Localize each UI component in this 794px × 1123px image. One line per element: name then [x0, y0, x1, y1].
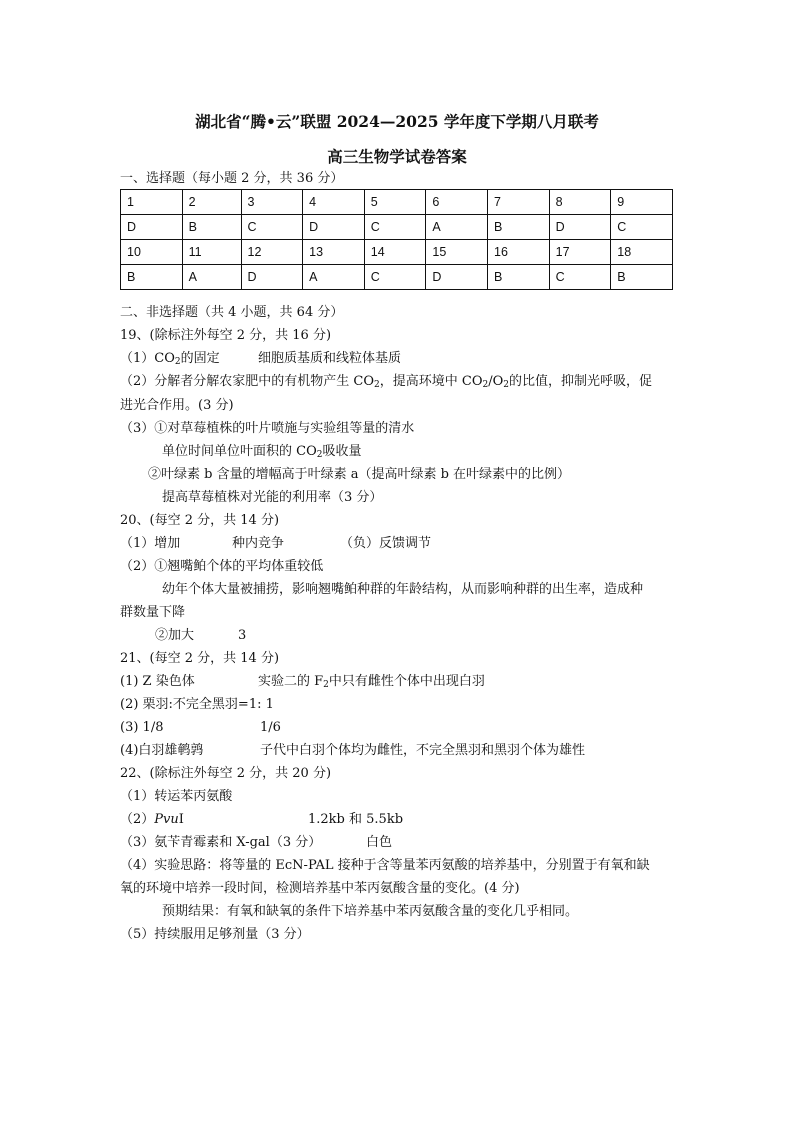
table-cell: 1 — [121, 190, 183, 215]
table-cell: D — [241, 265, 303, 290]
table-cell: C — [549, 265, 611, 290]
table-cell: A — [426, 215, 488, 240]
q21-2: (2) 栗羽:不完全黑羽=1: 1 — [120, 697, 274, 712]
table-row — [121, 240, 673, 265]
table-cell: 10 — [121, 240, 183, 265]
table-cell: 5 — [364, 190, 426, 215]
q22-2b: 1.2kb 和 5.5kb — [308, 812, 404, 827]
q22-2-pre: （2） — [120, 812, 155, 827]
table-cell: D — [303, 215, 365, 240]
q19-3-line1: （3）①对草莓植株的叶片喷施与实验组等量的清水 — [120, 421, 415, 436]
q22-4-line1: （4）实验思路：将等量的 EcN-PAL 接种于含等量苯丙氨酸的培养基中，分别置于有氧和缺 — [120, 858, 650, 873]
table-cell: 7 — [488, 190, 550, 215]
q20-1a: （1）增加 — [120, 536, 181, 551]
q19-2-line2: 进光合作用。(3 分) — [120, 398, 234, 413]
q21-4a: (4)白羽雄鹌鹑 — [120, 743, 204, 758]
q22-2a — [120, 811, 184, 829]
q19-heading: 19、(除标注外每空 2 分，共 16 分) — [120, 328, 332, 343]
q22-3a: （3）氨苄青霉素和 X-gal（3 分） — [120, 835, 322, 850]
q20-2-line4a: ②加大 — [155, 628, 195, 643]
q20-2: （2）①翘嘴鲌个体的平均体重较低 — [120, 559, 324, 574]
q20-1c: （负）反馈调节 — [340, 536, 432, 551]
table-row — [121, 265, 673, 290]
table-cell: B — [488, 215, 550, 240]
q20-heading: 20、(每空 2 分，共 14 分) — [120, 513, 280, 528]
q21-1b-pre: 实验二的 F — [258, 674, 324, 689]
q21-1a: (1) Z 染色体 — [120, 674, 195, 689]
q19-1-text-b: 的固定 — [180, 351, 220, 366]
q19-2-c: /O — [488, 374, 504, 389]
q22-5: （5）持续服用足够剂量（3 分） — [120, 927, 310, 942]
q21-1b-post: 中只有雌性个体中出现白羽 — [328, 674, 485, 689]
table-cell: C — [241, 215, 303, 240]
table-cell: 16 — [488, 240, 550, 265]
table-cell: 11 — [182, 240, 241, 265]
table-cell: B — [488, 265, 550, 290]
table-cell: 18 — [611, 240, 673, 265]
subscript: 2 — [316, 450, 323, 460]
q22-1: （1）转运苯丙氨酸 — [120, 789, 233, 804]
table-cell: C — [364, 215, 426, 240]
answer-table — [120, 189, 673, 290]
q19-2-line1 — [120, 373, 652, 391]
q19-2-d: 的比值，抑制光呼吸，促 — [509, 374, 653, 389]
subscript: 2 — [374, 380, 380, 390]
table-row — [121, 215, 673, 240]
answer-title: 高三生物学试卷答案 — [327, 147, 467, 166]
q20-2-line2: 幼年个体大量被捕捞，影响翘嘴鲌种群的年龄结构，从而影响种群的出生率，造成种 — [162, 582, 644, 597]
q22-2-italic: Pvu — [154, 812, 179, 827]
q22-2-post: I — [178, 812, 184, 827]
table-cell: 14 — [364, 240, 426, 265]
q19-3-line2 — [162, 443, 362, 461]
table-cell: C — [364, 265, 426, 290]
q21-1b — [258, 673, 485, 691]
q21-4b: 子代中白羽个体均为雌性，不完全黑羽和黑羽个体为雄性 — [260, 743, 586, 758]
table-cell: C — [611, 215, 673, 240]
q21-3b: 1/6 — [260, 720, 281, 735]
q19-2-b: ，提高环境中 CO — [379, 374, 483, 389]
q22-3b: 白色 — [366, 835, 393, 850]
q19-3-line4: 提高草莓植株对光能的利用率（3 分） — [162, 490, 383, 505]
table-cell: B — [121, 265, 183, 290]
q20-2-line4b: 3 — [238, 628, 247, 643]
table-cell: A — [303, 265, 365, 290]
table-cell: 9 — [611, 190, 673, 215]
table-cell: 12 — [241, 240, 303, 265]
q21-heading: 21、(每空 2 分，共 14 分) — [120, 651, 280, 666]
table-cell: 17 — [549, 240, 611, 265]
subscript: 2 — [482, 380, 489, 390]
table-cell: 15 — [426, 240, 488, 265]
section2-heading: 二、非选择题（共 4 小题，共 64 分） — [120, 305, 344, 320]
q19-1-answer-b: 细胞质基质和线粒体基质 — [258, 351, 402, 366]
table-cell: 2 — [182, 190, 241, 215]
q19-3-line3: ②叶绿素 b 含量的增幅高于叶绿素 a（提高叶绿素 b 在叶绿素中的比例） — [148, 467, 571, 482]
table-cell: 4 — [303, 190, 365, 215]
q19-1 — [120, 350, 220, 368]
q20-2-line3: 群数量下降 — [120, 605, 186, 620]
section1-heading: 一、选择题（每小题 2 分，共 36 分） — [120, 171, 344, 186]
table-cell: B — [611, 265, 673, 290]
table-cell: B — [182, 215, 241, 240]
table-cell: D — [549, 215, 611, 240]
table-cell: 3 — [241, 190, 303, 215]
exam-title: 湖北省“腾•云”联盟 2024—2025 学年度下学期八月联考 — [195, 112, 599, 131]
q19-1-text-a: （1）CO — [120, 351, 175, 366]
table-cell: D — [121, 215, 183, 240]
subscript: 2 — [174, 357, 181, 367]
table-cell: A — [182, 265, 241, 290]
q19-2-a: （2）分解者分解农家肥中的有机物产生 CO — [120, 374, 375, 389]
q22-heading: 22、(除标注外每空 2 分，共 20 分) — [120, 766, 332, 781]
q22-4-line3: 预期结果：有氧和缺氧的条件下培养基中苯丙氨酸含量的变化几乎相同。 — [162, 904, 579, 919]
table-cell: 13 — [303, 240, 365, 265]
subscript: 2 — [503, 380, 510, 390]
table-cell: D — [426, 265, 488, 290]
q19-3-b-pre: 单位时间单位叶面积的 CO — [162, 444, 317, 459]
q20-1b: 种内竞争 — [232, 536, 285, 551]
table-cell: 6 — [426, 190, 488, 215]
q22-4-line2: 氧的环境中培养一段时间，检测培养基中苯丙氨酸含量的变化。(4 分) — [120, 881, 520, 896]
q19-3-b-post: 吸收量 — [322, 444, 362, 459]
q21-3a: (3) 1/8 — [120, 720, 164, 735]
subscript: 2 — [323, 680, 329, 690]
table-row — [121, 190, 673, 215]
table-cell: 8 — [549, 190, 611, 215]
